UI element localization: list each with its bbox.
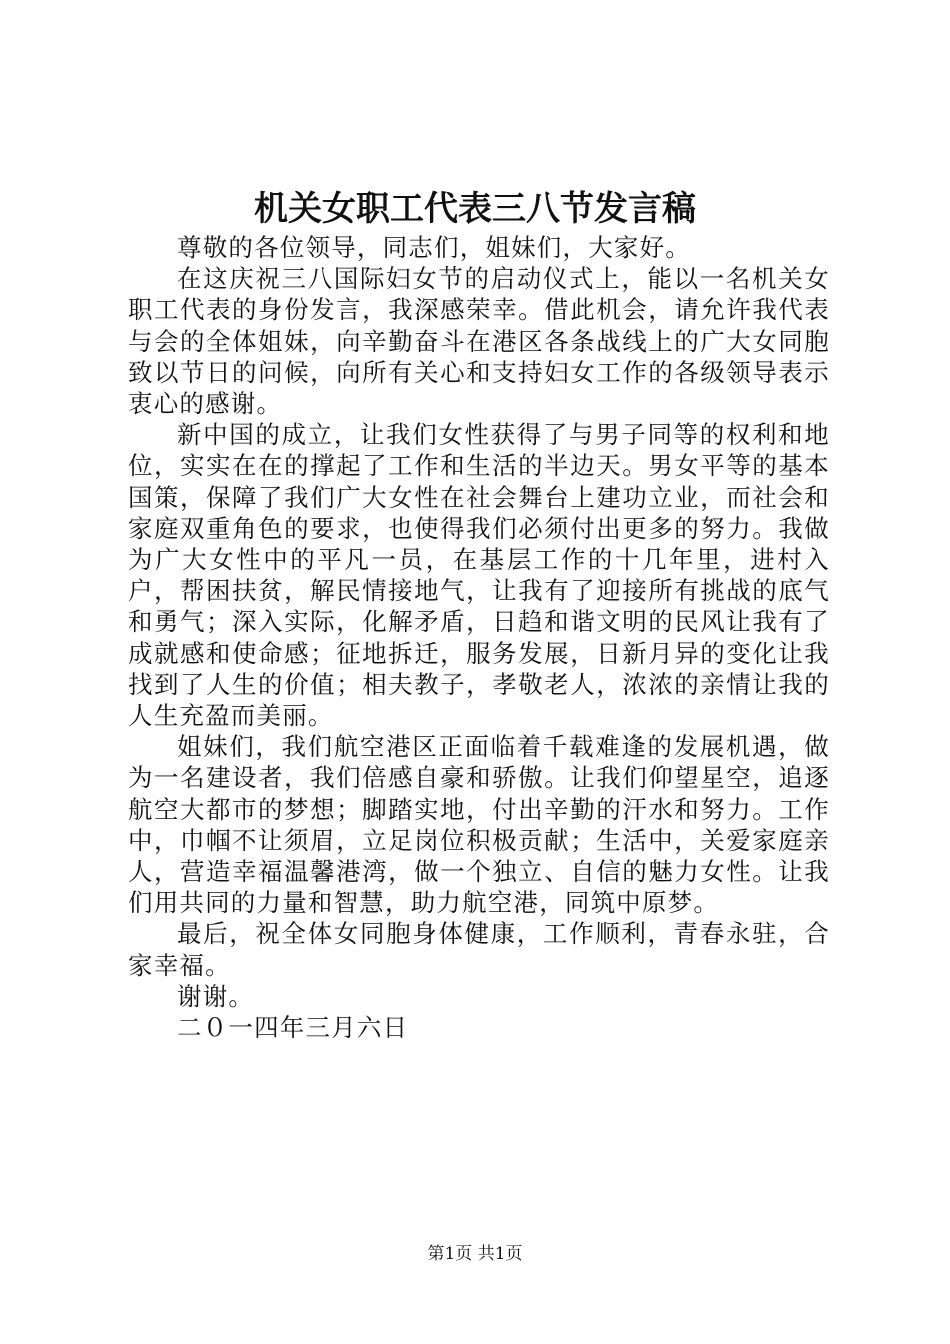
paragraph-opening: 在这庆祝三八国际妇女节的启动仪式上，能以一名机关女职工代表的身份发言，我深感荣幸。借此机会，请允许我代表与会的全体姐妹，向辛勤奋斗在港区各条战线上的广大女同胞致以节日的问候，向所有关心和支持妇女工作的各级领导表示衷心的感谢。 xyxy=(128,264,830,419)
page-indicator: 第1页 共1页 xyxy=(427,1244,523,1264)
document-body xyxy=(128,232,830,1043)
paragraph-thanks: 谢谢。 xyxy=(177,981,255,1011)
paragraph-date: 二０一四年三月六日 xyxy=(177,1013,409,1043)
paragraph-wishes: 最后，祝全体女同胞身体健康，工作顺利，青春永驻，合家幸福。 xyxy=(128,919,830,980)
paragraph-greeting: 尊敬的各位领导，同志们，姐妹们，大家好。 xyxy=(177,233,691,262)
paragraph-call-to-action: 姐妹们，我们航空港区正面临着千载难逢的发展机遇，做为一名建设者，我们倍感自豪和骄傲。让我们仰望星空，追逐航空大都市的梦想；脚踏实地，付出辛勤的汗水和努力。工作中，巾帼不让须眉，立足岗位积极贡献；生活中，关爱家庭亲人，营造幸福温馨港湾，做一个独立、自信的魅力女性。让我们用共同的力量和智慧，助力航空港，同筑中原梦。 xyxy=(128,732,830,918)
paragraph-experience: 新中国的成立，让我们女性获得了与男子同等的权利和地位，实实在在的撑起了工作和生活的半边天。男女平等的基本国策，保障了我们广大女性在社会舞台上建功立业，而社会和家庭双重角色的要求，也使得我们必须付出更多的努力。我做为广大女性中的平凡一员，在基层工作的十几年里，进村入户，帮困扶贫，解民情接地气，让我有了迎接所有挑战的底气和勇气；深入实际，化解矛盾，日趋和谐文明的民风让我有了成就感和使命感；征地拆迁，服务发展，日新月异的变化让我找到了人生的价值；相夫教子，孝敬老人，浓浓的亲情让我的人生充盈而美丽。 xyxy=(128,420,830,731)
page-title: 机关女职工代表三八节发言稿 xyxy=(254,189,696,229)
